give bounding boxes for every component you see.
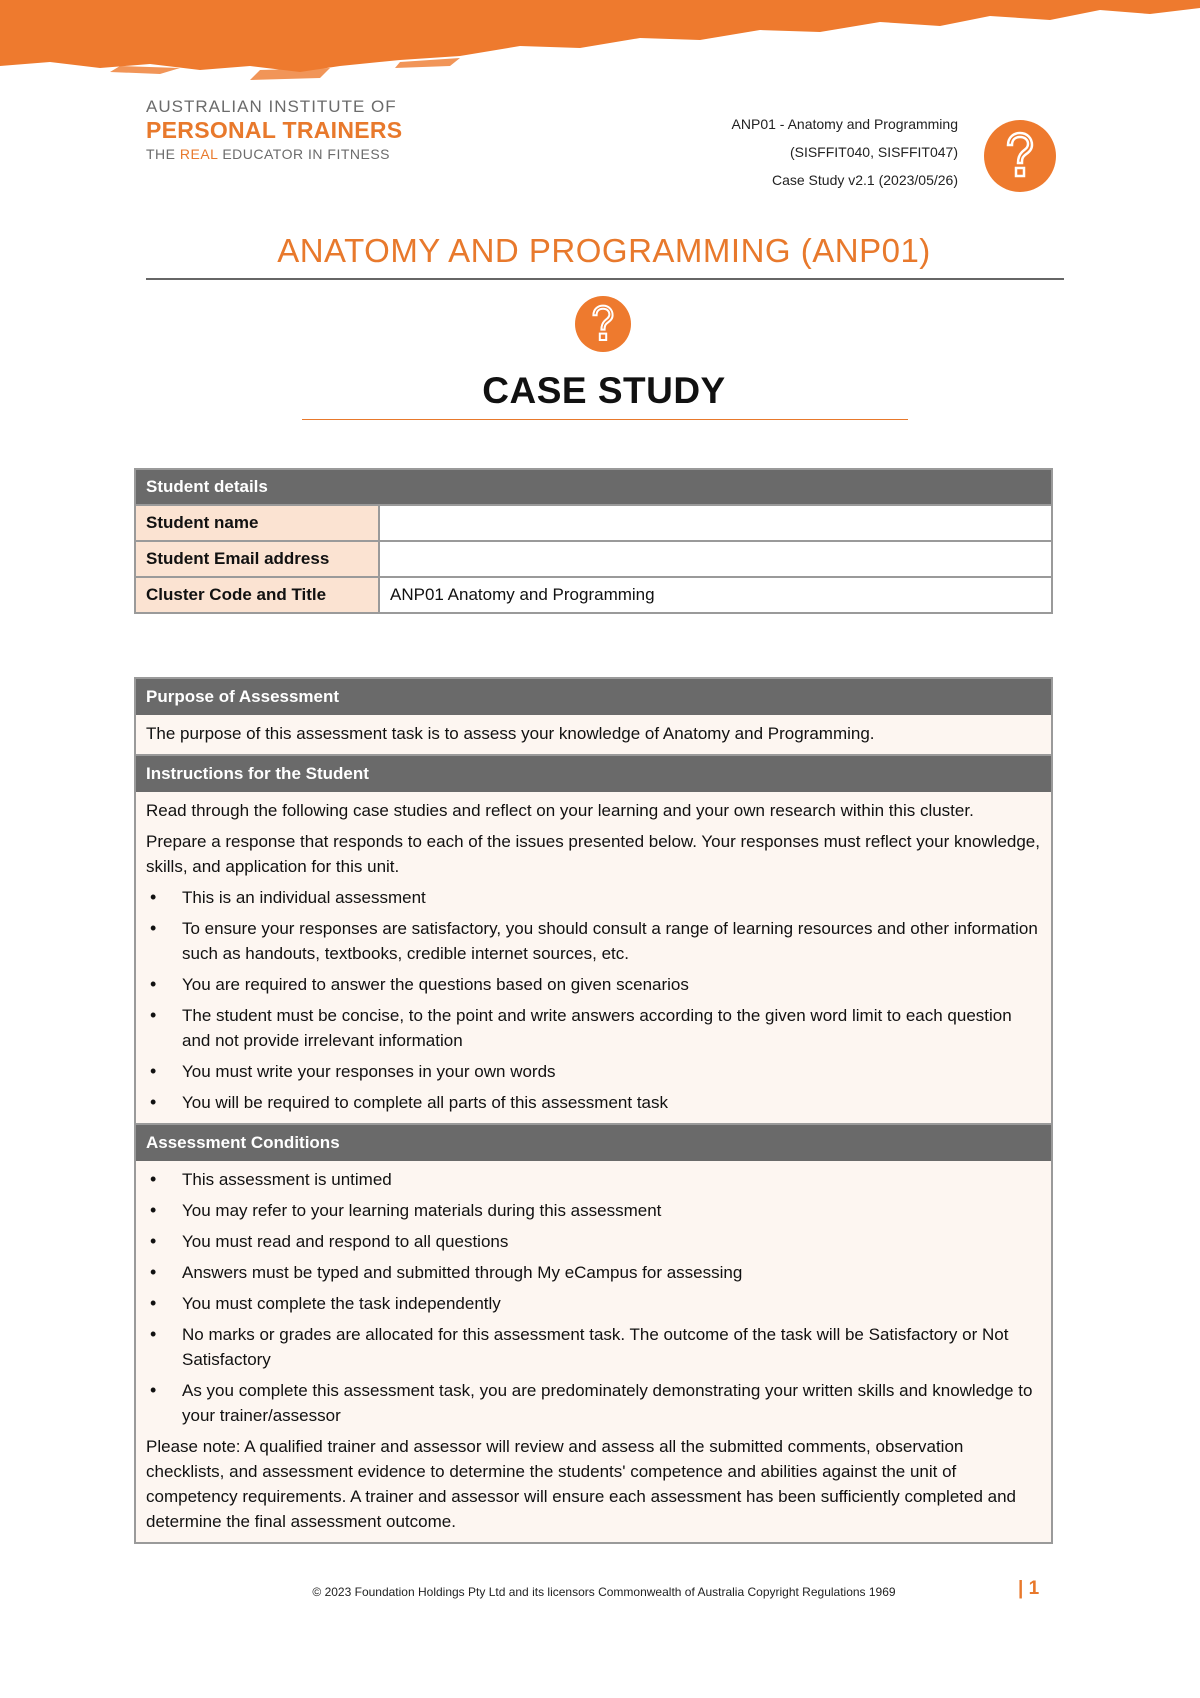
list-item: • You must write your responses in your own words [146,1059,1041,1084]
table-row [135,577,1052,613]
list-item: • You must complete the task independently [146,1291,1041,1316]
list-item: • You are required to answer the questions based on given scenarios [146,972,1041,997]
brand-line-2: PERSONAL TRAINERS [146,117,403,143]
case-study-divider [302,419,908,420]
student-name-label: Student name [135,505,379,541]
list-item: • No marks or grades are allocated for this assessment task. The outcome of the task will be Satisfactory or Not Satisfactory [146,1322,1041,1372]
list-item: • The student must be concise, to the point and write answers according to the given word limit to each question and not provide irrelevant information [146,1003,1041,1053]
conditions-list [146,1167,1041,1428]
table-row [135,541,1052,577]
instructions-heading: Instructions for the Student [136,754,1051,792]
list-item: • Answers must be typed and submitted through My eCampus for assessing [146,1260,1041,1285]
list-item: • This assessment is untimed [146,1167,1041,1192]
document-title: ANATOMY AND PROGRAMMING (ANP01) [277,232,931,269]
header-version: Case Study v2.1 (2023/05/26) [771,172,958,188]
student-details-table [134,468,1053,614]
list-item: • You may refer to your learning materials during this assessment [146,1198,1041,1223]
header-course: ANP01 - Anatomy and Programming [731,116,958,132]
student-details-heading: Student details [135,469,1052,505]
purpose-text: The purpose of this assessment task is to assess your knowledge of Anatomy and Programming. [146,724,875,743]
instructions-para-2: Prepare a response that responds to each of the issues presented below. Your responses must reflect your knowledge, skills, and application for this unit. [146,832,1040,876]
header-info [732,110,958,194]
header-brush-stroke [0,0,1200,90]
case-study-title: CASE STUDY [482,370,726,411]
purpose-body [136,715,1051,754]
conditions-heading: Assessment Conditions [136,1123,1051,1161]
title-divider [146,278,1064,280]
instructions-para-1: Read through the following case studies and reflect on your learning and your own research within this cluster. [146,801,974,820]
instructions-body [136,792,1051,1123]
table-row [135,505,1052,541]
question-mark-icon [575,296,631,352]
question-mark-icon [984,120,1056,192]
instructions-list [146,885,1041,1115]
header-codes: (SISFFIT040, SISFFIT047) [789,144,958,160]
conditions-body [136,1161,1051,1542]
student-email-field[interactable] [379,541,1052,577]
brand-tagline: THE REAL EDUCATOR IN FITNESS [146,146,391,162]
list-item: • You must read and respond to all questions [146,1229,1041,1254]
list-item: • To ensure your responses are satisfactory, you should consult a range of learning resources and other information such as handouts, textbooks, credible internet sources, etc. [146,916,1041,966]
please-note-text: Please note: A qualified trainer and assessor will review and assess all the submitted comments, observation checklists, and assessment evidence to determine the students' competence and abilities against the unit of competency requirements. A trainer and assessor will ensure each assessment has been sufficiently completed and determine the final assessment outcome. [146,1437,1016,1531]
brand-line-1: AUSTRALIAN INSTITUTE OF [146,97,397,116]
footer-copyright: © 2023 Foundation Holdings Pty Ltd and its licensors Commonwealth of Australia Copyright Regulations 1969 [312,1585,896,1599]
list-item: • As you complete this assessment task, you are predominately demonstrating your written skills and knowledge to your trainer/assessor [146,1378,1041,1428]
purpose-heading: Purpose of Assessment [136,679,1051,715]
list-item: • You will be required to complete all parts of this assessment task [146,1090,1041,1115]
list-item: • This is an individual assessment [146,885,1041,910]
student-name-field[interactable] [379,505,1052,541]
cluster-code-label: Cluster Code and Title [135,577,379,613]
student-email-label: Student Email address [135,541,379,577]
cluster-code-value: ANP01 Anatomy and Programming [379,577,1052,613]
page-number: | 1 [1018,1578,1040,1599]
brand-logo [146,96,402,165]
assessment-info-box [134,677,1053,1544]
